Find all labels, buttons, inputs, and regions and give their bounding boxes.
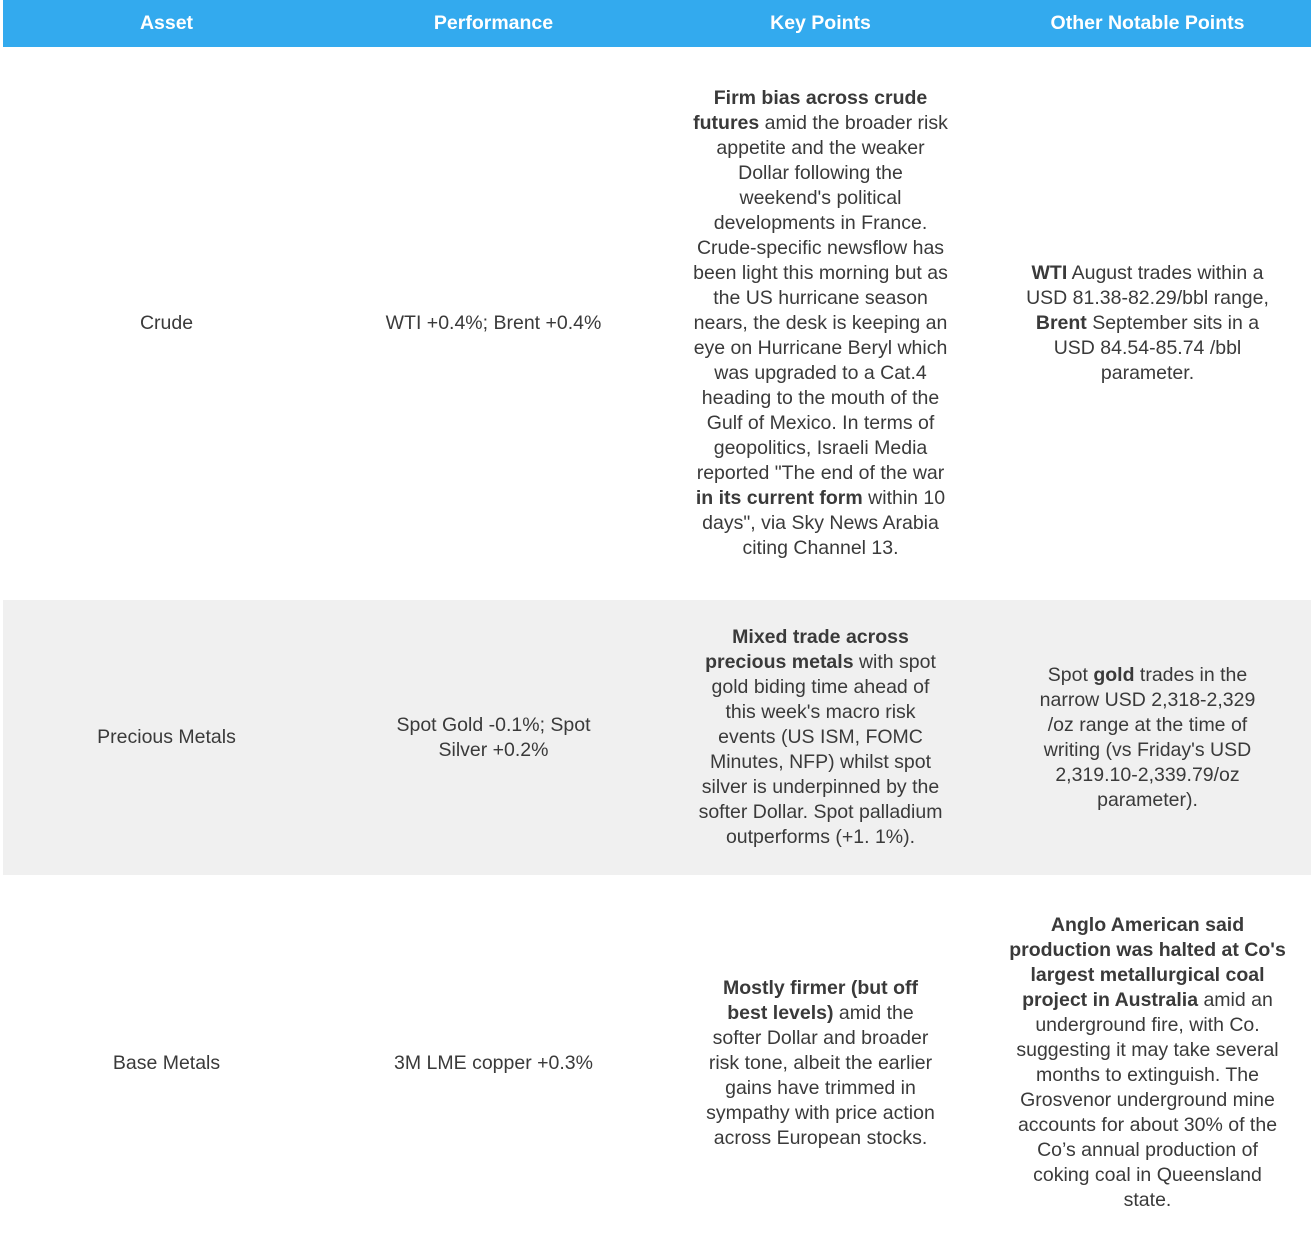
other-points-bold: WTI	[1031, 262, 1068, 284]
asset-cell: Precious Metals	[3, 600, 330, 875]
table-row	[3, 875, 1311, 1251]
key-points-text: with spot gold biding time ahead of this week's macro risk events (US ISM, FOMC Minutes, NFP) whilst spot silver is underpinned by the softer Dollar. Spot palladium outperforms (+1. 1%).	[698, 651, 943, 848]
other-points-text: Spot	[1047, 663, 1094, 686]
header-performance: Performance	[330, 0, 657, 47]
header-other-points: Other Notable Points	[984, 0, 1311, 47]
performance-cell: WTI +0.4%; Brent +0.4%	[385, 312, 602, 334]
key-points-bold: Mostly firmer (but off best levels)	[723, 976, 918, 1024]
other-points-text: September sits in a USD 84.54-85.74 /bbl parameter.	[1053, 312, 1260, 384]
header-row	[3, 0, 1311, 47]
other-points-bold: Anglo American said production was halted at Co's largest metallurgical coal project in Australia	[1009, 914, 1286, 1011]
key-points-text: within 10 days", via Sky News Arabia citing Channel 13.	[702, 487, 946, 559]
key-points-text: amid the softer Dollar and broader risk tone, albeit the earlier gains have trimmed in sympathy with price action across European stocks.	[706, 1001, 935, 1149]
other-points-cell	[984, 600, 1311, 875]
performance-cell: 3M LME copper +0.3%	[394, 1051, 593, 1074]
asset-cell: Crude	[139, 312, 194, 334]
commodities-table	[3, 0, 1311, 1251]
other-points-text: August trades within a USD 81.38-82.29/bbl range,	[1026, 262, 1269, 309]
key-points-text: amid the broader risk appetite and the weaker Dollar following the weekend's political developments in France. Crude-specific newsflow has been light this morning but as the US hurricane season nears, the desk is keeping an eye on Hurricane Beryl which was upgraded to a Cat.4 heading to the mouth of the Gulf of Mexico. In terms of geopolitics, Israeli Media reported "The end of the war	[693, 112, 948, 484]
table-row	[3, 600, 1311, 875]
other-points-bold: Brent	[1035, 312, 1087, 334]
key-points-bold: Mixed trade across precious metals	[705, 626, 909, 673]
key-points-cell	[657, 875, 984, 1251]
key-points-cell	[657, 47, 984, 600]
key-points-bold: in its current form	[695, 487, 863, 509]
other-points-bold: gold	[1093, 663, 1135, 686]
performance-cell: Spot Gold -0.1%; Spot Silver +0.2%	[330, 600, 657, 875]
key-points-cell	[657, 600, 984, 875]
key-points-bold: Firm bias across crude futures	[693, 87, 928, 134]
table-row	[3, 47, 1311, 600]
header-key-points: Key Points	[657, 0, 984, 47]
other-points-cell	[984, 875, 1311, 1251]
header-asset: Asset	[3, 0, 330, 47]
other-points-cell	[984, 47, 1311, 600]
asset-cell: Base Metals	[112, 1051, 221, 1074]
other-points-text: trades in the narrow USD 2,318-2,329 /oz range at the time of writing (vs Friday's USD 2,319.10-2,339.79/oz parameter).	[1039, 663, 1256, 811]
other-points-text: amid an underground fire, with Co. suggesting it may take several months to extinguish. The Grosvenor underground mine accounts for about 30% of the Co’s annual production of coking coal in Queensland state.	[1016, 989, 1279, 1211]
